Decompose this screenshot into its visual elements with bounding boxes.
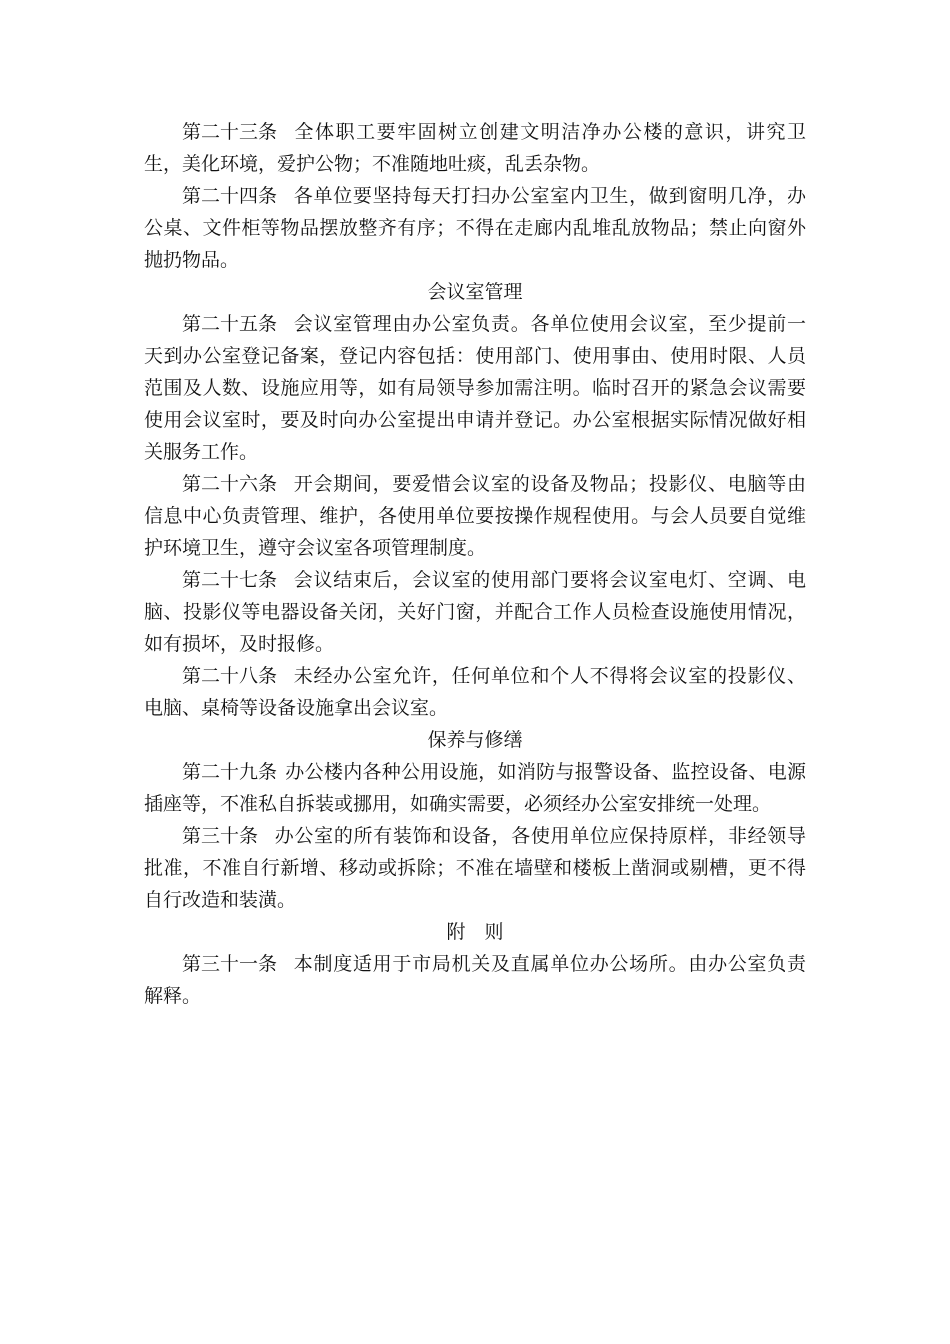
article-number: 第二十三条	[182, 121, 278, 143]
article-number: 第二十七条	[182, 569, 278, 591]
article-24	[144, 180, 806, 276]
article-number: 第二十八条	[182, 665, 278, 687]
article-text: 开会期间，要爱惜会议室的设备及物品；投影仪、电脑等由信息中心负责管理、维护，各使用单位要按操作规程使用。与会人员要自觉维护环境卫生，遵守会议室各项管理制度。	[144, 473, 806, 559]
article-text: 会议结束后，会议室的使用部门要将会议室电灯、空调、电脑、投影仪等电器设备关闭，关好门窗，并配合工作人员检查设施使用情况，如有损坏，及时报修。	[144, 569, 806, 655]
article-text: 办公楼内各种公用设施，如消防与报警设备、监控设备、电源插座等，不准私自拆装或挪用，如确实需要，必须经办公室安排统一处理。	[144, 761, 806, 815]
article-number: 第二十六条	[182, 473, 278, 495]
article-30	[144, 820, 806, 916]
article-text: 全体职工要牢固树立创建文明洁净办公楼的意识，讲究卫生，美化环境，爱护公物；不准随地吐痰，乱丢杂物。	[144, 121, 806, 175]
article-text: 会议室管理由办公室负责。各单位使用会议室，至少提前一天到办公室登记备案，登记内容包括：使用部门、使用事由、使用时限、人员范围及人数、设施应用等，如有局领导参加需注明。临时召开的紧急会议需要使用会议室时，要及时向办公室提出申请并登记。办公室根据实际情况做好相关服务工作。	[144, 313, 806, 463]
article-number: 第二十九条	[182, 761, 278, 783]
article-28	[144, 660, 806, 724]
article-31	[144, 948, 806, 1012]
article-text: 未经办公室允许，任何单位和个人不得将会议室的投影仪、电脑、桌椅等设备设施拿出会议室。	[144, 665, 806, 719]
section-heading-meeting-room: 会议室管理	[427, 281, 523, 303]
article-number: 第三十一条	[182, 953, 278, 975]
section-heading-supplementary: 附 则	[446, 921, 504, 943]
article-number: 第二十五条	[182, 313, 278, 335]
article-text: 办公室的所有装饰和设备，各使用单位应保持原样，非经领导批准，不准自行新增、移动或拆除；不准在墙壁和楼板上凿洞或剔槽，更不得自行改造和装潢。	[144, 825, 806, 911]
article-number: 第三十条	[182, 825, 259, 847]
article-number: 第二十四条	[182, 185, 278, 207]
article-26	[144, 468, 806, 564]
document-page	[144, 116, 806, 1012]
article-27	[144, 564, 806, 660]
section-heading-maintenance: 保养与修缮	[427, 729, 523, 751]
article-29	[144, 756, 806, 820]
article-25	[144, 308, 806, 468]
article-text: 各单位要坚持每天打扫办公室室内卫生，做到窗明几净，办公桌、文件柜等物品摆放整齐有序；不得在走廊内乱堆乱放物品；禁止向窗外抛扔物品。	[144, 185, 806, 271]
article-text: 本制度适用于市局机关及直属单位办公场所。由办公室负责解释。	[144, 953, 806, 1007]
article-23	[144, 116, 806, 180]
